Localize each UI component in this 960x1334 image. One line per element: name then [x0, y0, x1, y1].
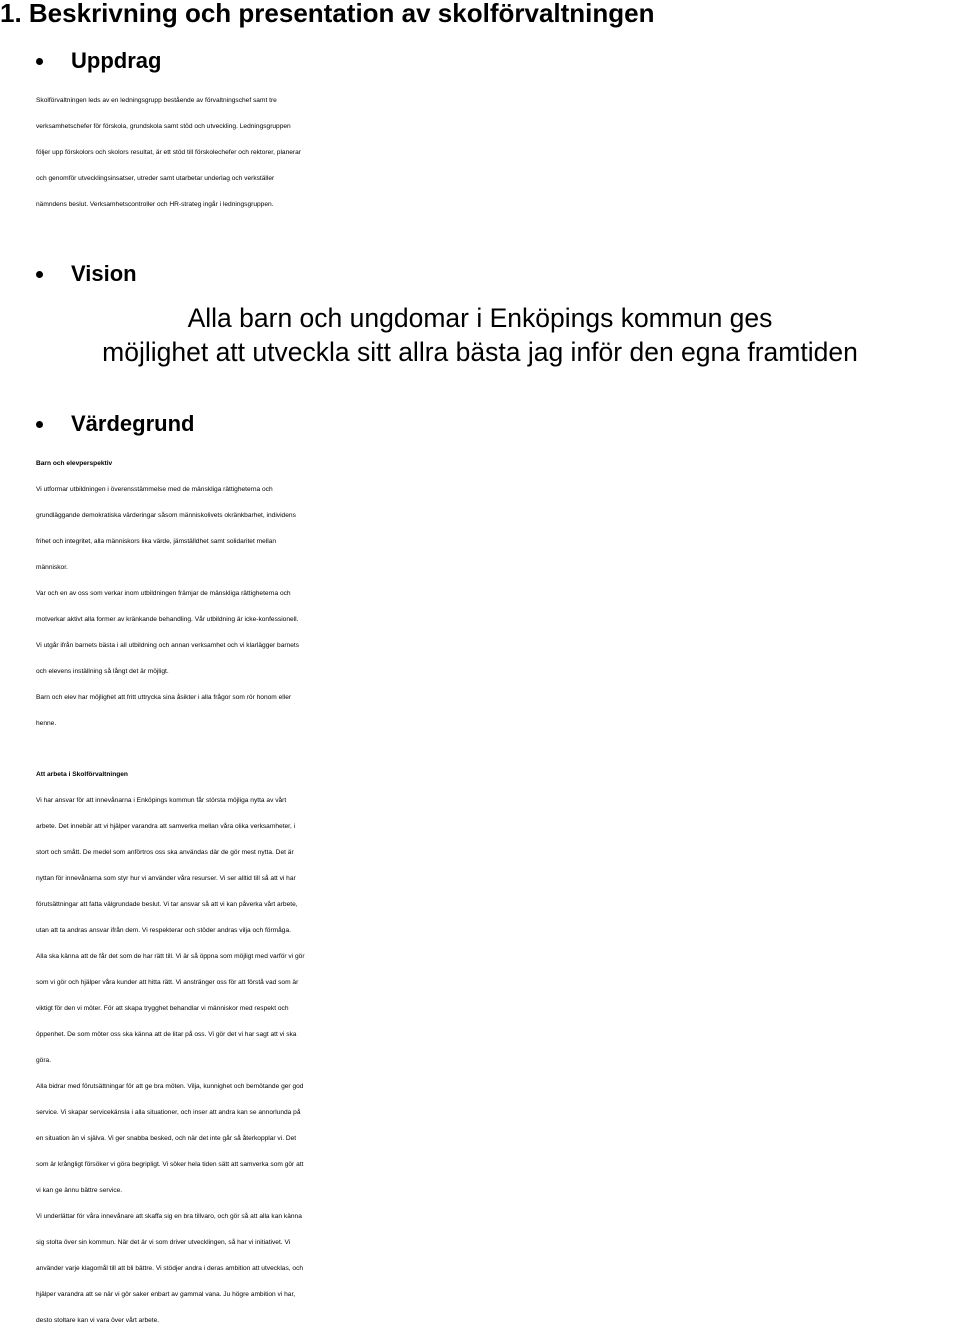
vision-title: Vision	[71, 261, 137, 286]
text-line: henne.	[36, 720, 57, 727]
text-line: Vi underlättar för våra innevånare att skaffa sig en bra tillvaro, och gör så att alla kan känna	[36, 1213, 302, 1220]
text-line: följer upp förskolors och skolors resultat, är ett stöd till förskolechefer och rektorer, planerar	[36, 149, 301, 156]
text-line: vi kan ge ännu bättre service.	[36, 1187, 123, 1194]
text-line: förutsättningar att fatta välgrundade beslut. Vi tar ansvar så att vi kan påverka vårt arbete,	[36, 901, 298, 908]
text-line: sig stolta över sin kommun. När det är vi som driver utvecklingen, så har vi initiativet. Vi	[36, 1239, 291, 1246]
vision-line: möjlighet att utveckla sitt allra bästa jag inför den egna framtiden	[102, 337, 858, 367]
text-line: Vi utgår ifrån barnets bästa i all utbildning och annan verksamhet och vi klarlägger barnets	[36, 642, 300, 649]
bullet-uppdrag	[36, 46, 161, 76]
text-line: stort och smått. De medel som anförtros oss ska användas där de gör mest nytta. Det är	[36, 849, 294, 856]
bullet-icon	[36, 271, 43, 278]
vardegrund-title: Värdegrund	[71, 411, 195, 436]
bullet-icon	[36, 58, 43, 65]
text-line: viktigt för den vi möter. För att skapa trygghet behandlar vi människor med respekt och	[36, 1005, 289, 1012]
text-line: Var och en av oss som verkar inom utbildningen främjar de mänskliga rättigheterna och	[36, 590, 291, 597]
text-line: grundläggande demokratiska värderingar såsom människolivets okränkbarhet, individens	[36, 512, 296, 519]
text-line: göra.	[36, 1057, 52, 1064]
text-line: använder varje klagomål till att bli bättre. Vi stödjer andra i deras ambition att utvecklas, och	[36, 1265, 304, 1272]
bullet-vardegrund	[36, 409, 194, 439]
subheading: Barn och elevperspektiv	[36, 460, 113, 467]
text-line: Vi utformar utbildningen i överensstämmelse med de mänskliga rättigheterna och	[36, 486, 273, 493]
text-line: utan att ta andras ansvar ifrån dem. Vi respekterar och stöder andras vilja och förmåga.	[36, 927, 291, 934]
text-line: Alla ska känna att de får det som de har rätt till. Vi är så öppna som möjligt med varför vi gör	[36, 953, 305, 960]
text-line: service. Vi skapar servicekänsla i alla situationer, och inser att andra kan se annorlunda på	[36, 1109, 301, 1116]
text-line: verksamhetschefer för förskola, grundskola samt stöd och utveckling. Ledningsgruppen	[36, 123, 291, 130]
text-line: hjälper varandra att se när vi gör saker enbart av gammal vana. Ju högre ambition vi har,	[36, 1291, 296, 1298]
section-heading: 1. Beskrivning och presentation av skolförvaltningen	[0, 0, 655, 28]
text-line: Barn och elev har möjlighet att fritt uttrycka sina åsikter i alla frågor som rör honom eller	[36, 694, 292, 701]
text-line: Vi har ansvar för att innevånarna i Enköpings kommun får största möjliga nytta av vårt	[36, 797, 287, 804]
text-line: och elevens inställning så långt det är möjligt.	[36, 668, 169, 675]
vision-statement	[36, 301, 924, 369]
text-line: nämndens beslut. Verksamhetscontroller och HR-strateg ingår i ledningsgruppen.	[36, 201, 274, 208]
subheading: Att arbeta i Skolförvaltningen	[36, 771, 128, 778]
text-line: frihet och integritet, alla människors lika värde, jämställdhet samt solidaritet mellan	[36, 538, 277, 545]
text-line: motverkar aktivt alla former av kränkande behandling. Vår utbildning är icke-konfessionell.	[36, 616, 299, 623]
bullet-vision	[36, 259, 137, 289]
text-line: människor.	[36, 564, 68, 571]
uppdrag-title: Uppdrag	[71, 48, 162, 73]
text-line: en situation än vi själva. Vi ger snabba besked, och när det inte går så återkopplar vi. Det	[36, 1135, 297, 1142]
text-line: öppenhet. De som möter oss ska känna att de litar på oss. Vi gör det vi har sagt att vi ska	[36, 1031, 297, 1038]
arbeta-text	[36, 762, 960, 1334]
text-line: Alla bidrar med förutsättningar för att ge bra möten. Vilja, kunnighet och bemötande ger god	[36, 1083, 304, 1090]
text-line: som vi gör och hjälper våra kunder att hitta rätt. Vi anstränger oss för att förstå vad som är	[36, 979, 299, 986]
text-line: och genomför utvecklingsinsatser, utreder samt utarbetar underlag och verkställer	[36, 175, 275, 182]
bullet-icon	[36, 421, 43, 428]
text-line: Skolförvaltningen leds av en ledningsgrupp bestående av förvaltningschef samt tre	[36, 97, 277, 104]
text-line: arbete. Det innebär att vi hjälper varandra att samverka mellan våra olika verksamheter, i	[36, 823, 296, 830]
vardegrund-text	[36, 451, 960, 737]
text-line: desto stoltare kan vi vara över vårt arbete.	[36, 1317, 160, 1324]
text-line: nyttan för innevånarna som styr hur vi använder våra resurser. Vi ser alltid till så att vi har	[36, 875, 296, 882]
text-line: som är krångligt försöker vi göra begripligt. Vi söker hela tiden sätt att samverka som gör att	[36, 1161, 304, 1168]
uppdrag-text	[36, 88, 960, 218]
vision-line: Alla barn och ungdomar i Enköpings kommun ges	[187, 303, 773, 333]
